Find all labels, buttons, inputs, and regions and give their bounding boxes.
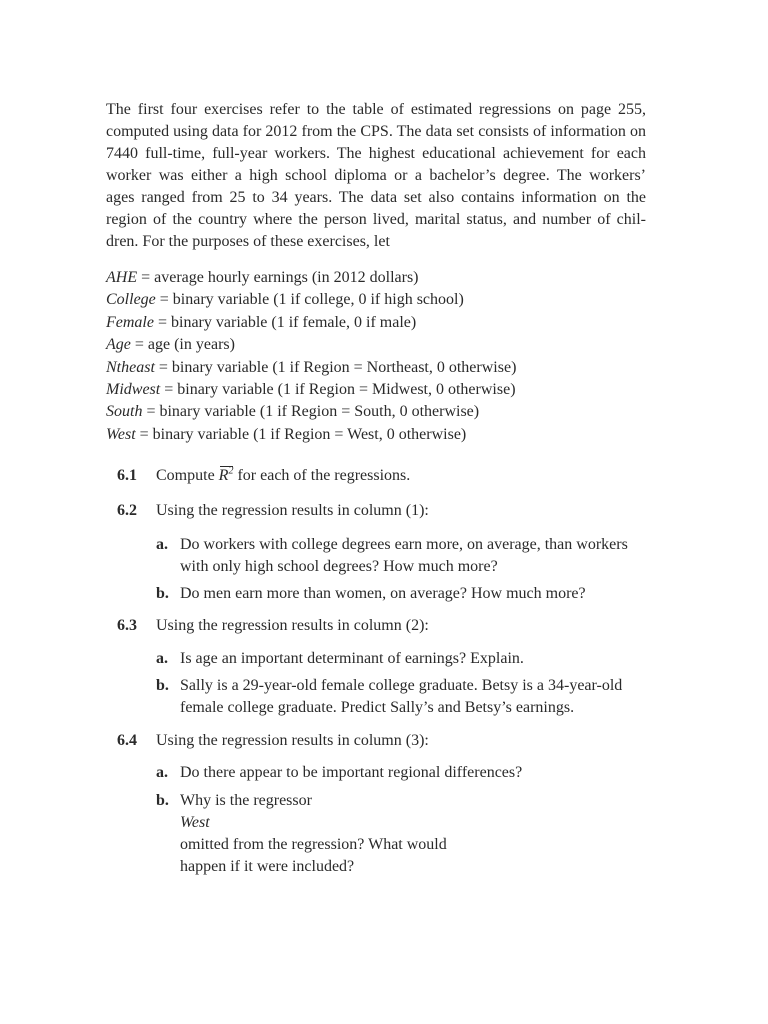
part-text-line xyxy=(180,790,447,856)
exercise-6-3 xyxy=(117,615,429,637)
definition-symbol: Midwest xyxy=(106,381,161,399)
part-label: b. xyxy=(156,677,169,694)
part-text: with only high school degrees? How much more? xyxy=(180,558,498,575)
exercise-number: 6.1 xyxy=(117,467,137,484)
exercise-6-2 xyxy=(117,500,429,522)
intro-paragraph xyxy=(106,99,646,253)
exercise-number: 6.3 xyxy=(117,617,137,634)
definition-text: = average hourly earnings (in 2012 dollars) xyxy=(137,269,419,286)
exercise-text: Compute xyxy=(156,467,219,484)
part-text: Do men earn more than women, on average? How much more? xyxy=(180,585,586,602)
definition-text: = age (in years) xyxy=(130,336,235,354)
exercise-6-3-a xyxy=(156,648,524,670)
exercise-text: Using the regression results in column (3): xyxy=(156,732,429,749)
part-text: Sally is a 29-year-old female college graduate. Betsy is a 34-year-old xyxy=(180,677,623,694)
r-bar-symbol xyxy=(219,465,234,487)
part-label: a. xyxy=(156,650,168,667)
definition-symbol: College xyxy=(106,291,156,309)
definition-female xyxy=(106,312,516,334)
exercise-text: Using the regression results in column (1): xyxy=(156,502,429,519)
definition-college xyxy=(106,289,516,311)
intro-line: region of the country where the person lived, marital status, and number of chil- xyxy=(106,211,646,228)
definition-west xyxy=(106,424,516,446)
definition-text: = binary variable (1 if Region = South, 0 otherwise) xyxy=(142,403,480,421)
exercise-6-1 xyxy=(117,465,410,487)
intro-line: worker was either a high school diploma or a bachelor’s degree. The workers’ xyxy=(106,167,646,184)
part-label: b. xyxy=(156,792,169,809)
intro-line: 7440 full-time, full-year workers. The highest educational achievement for each xyxy=(106,145,646,162)
part-text: omitted from the regression? What would xyxy=(180,836,447,853)
r-symbol: R xyxy=(218,467,229,484)
part-text: Do there appear to be important regional differences? xyxy=(180,764,523,781)
intro-line: dren. For the purposes of these exercises, let xyxy=(106,233,390,250)
part-text: Is age an important determinant of earnings? Explain. xyxy=(180,650,524,667)
definition-symbol: Ntheast xyxy=(106,358,155,376)
definition-text: = binary variable (1 if Region = West, 0 otherwise) xyxy=(135,425,467,443)
exercise-number: 6.2 xyxy=(117,502,137,519)
exercise-6-4 xyxy=(117,730,429,752)
definition-text: = binary variable (1 if Region = Midwest, 0 otherwise) xyxy=(160,381,516,399)
definition-text: = binary variable (1 if female, 0 if male) xyxy=(153,313,417,331)
intro-line: computed using data for 2012 from the CPS. The data set consists of information on xyxy=(106,123,646,140)
intro-line: The first four exercises refer to the table of estimated regressions on page 255, xyxy=(106,101,646,118)
part-label: a. xyxy=(156,536,168,553)
definition-symbol: West xyxy=(106,425,136,443)
part-text: female college graduate. Predict Sally’s and Betsy’s earnings. xyxy=(180,699,575,716)
exercise-6-2-a xyxy=(156,534,628,578)
part-label: b. xyxy=(156,585,169,602)
exercise-6-3-b xyxy=(156,675,622,719)
definition-symbol: South xyxy=(106,403,143,421)
exercise-6-2-b xyxy=(156,583,586,605)
exercise-6-4-a xyxy=(156,762,522,784)
west-symbol: West xyxy=(180,814,210,831)
definition-text: = binary variable (1 if Region = Northeast, 0 otherwise) xyxy=(154,358,517,376)
definition-age xyxy=(106,334,516,356)
variable-definitions xyxy=(106,267,516,446)
definition-text: = binary variable (1 if college, 0 if high school) xyxy=(155,291,464,309)
definition-symbol: AHE xyxy=(106,269,138,286)
superscript: 2 xyxy=(228,465,234,477)
exercise-text: for each of the regressions. xyxy=(233,467,411,484)
exercise-number: 6.4 xyxy=(117,732,137,749)
definition-symbol: Female xyxy=(106,313,154,331)
definition-midwest xyxy=(106,379,516,401)
definition-ntheast xyxy=(106,357,516,379)
part-text: Do workers with college degrees earn more, on average, than workers xyxy=(180,536,628,553)
exercise-6-4-b xyxy=(156,790,447,878)
part-text: Why is the regressor xyxy=(180,792,312,809)
exercise-text: Using the regression results in column (2): xyxy=(156,617,429,634)
definition-ahe xyxy=(106,267,516,289)
definition-symbol: Age xyxy=(106,336,131,354)
definition-south xyxy=(106,401,516,423)
intro-line: ages ranged from 25 to 34 years. The data set also contains information on the xyxy=(106,189,646,206)
part-label: a. xyxy=(156,764,168,781)
part-text: happen if it were included? xyxy=(180,858,355,875)
